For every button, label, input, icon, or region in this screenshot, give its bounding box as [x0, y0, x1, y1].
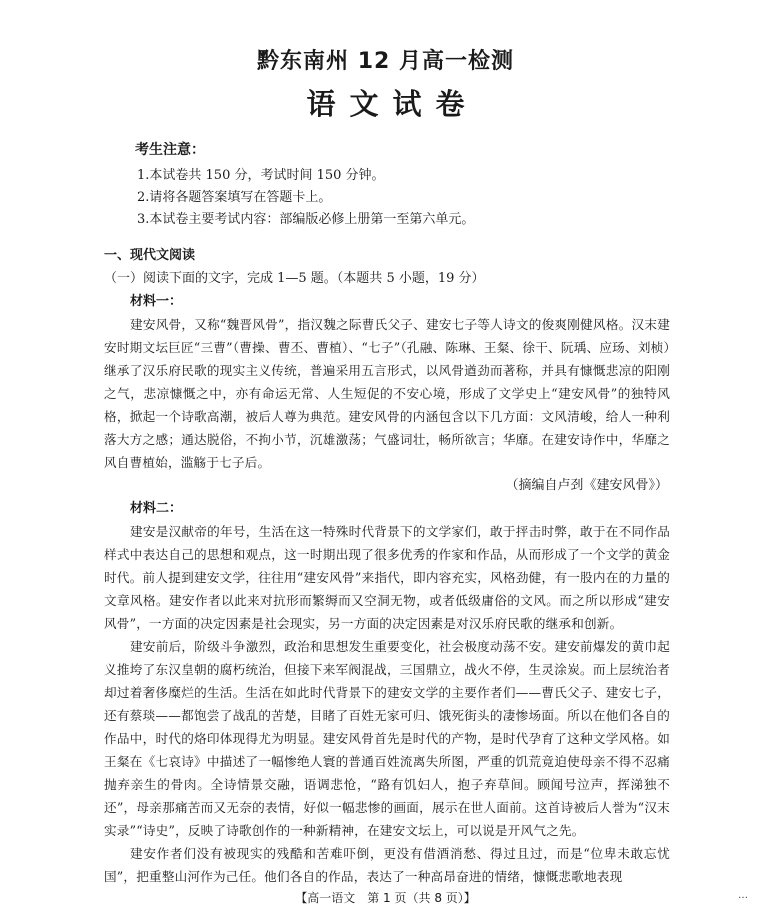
material-one-paragraph: 建安风骨，又称“魏晋风骨”，指汉魏之际曹氏父子、建安七子等人诗文的俊爽刚健风格。汉末建安时期文坛巨匠“三曹”（曹操、曹丕、曹植）、“七子”（孔融、陈琳、王粲、徐干、阮瑀、应玚、刘桢）继承了汉乐府民歌的现实主义传统，普遍采用五言形式，以风骨遒劲而著称，并具有慷慨悲凉的阳刚之气，悲凉慷慨之中，亦有命运无常、人生短促的不安心境，形成了文学史上“建安风骨”的独特风格，掀起一个诗歌高潮，被后人尊为典范。建安风骨的内涵包含以下几方面：文风清峻，给人一种利落大方之感；通达脱俗，不拘小节，沉雄激荡；气盛词壮，畅所欲言；华靡。在建安诗作中，华靡之风自曹植始，滥觞于七子后。 [104, 317, 670, 470]
reading-section [104, 244, 670, 888]
exam-subject-title: 语文试卷 [306, 87, 479, 121]
material-one-source: （摘编自卢刭《建安风骨》） [505, 478, 668, 493]
subsection-instructions: （一）阅读下面的文字，完成 1—5 题。（本题共 5 小题，19 分） [104, 271, 485, 286]
material-one-label: 材料一： [130, 294, 183, 309]
notice-item: 1.本试卷共 150 分，考试时间 150 分钟。 [137, 168, 385, 183]
corner-mark: … [738, 890, 748, 901]
page-footer: 【高一语文 第 1 页（共 8 页）】 [295, 891, 476, 905]
material-two-label: 材料二： [130, 501, 183, 516]
exam-title: 黔东南州 12 月高一检测 [257, 49, 514, 74]
notice-item: 3.本试卷主要考试内容：部编版必修上册第一至第六单元。 [137, 212, 475, 227]
material-two-paragraph: 建安作者们没有被现实的残酷和苦难吓倒，更没有借酒消愁、得过且过，而是“位卑未敢忘忧国”，把重整山河作为己任。他们各自的作品，表达了一种高昂奋进的情绪，慷慨悲歌地表现 [104, 846, 670, 884]
candidate-notice [135, 139, 695, 231]
material-two-paragraph: 建安是汉献帝的年号，生活在这一特殊时代背景下的文学家们，敢于抨击时弊，敢于在不同作品样式中表达自己的思想和观点，这一时期出现了很多优秀的作家和作品，从而形成了一个文学的黄金时代。前人提到建安文学，往往用“建安风骨”来指代，即内容充实，风格劲健，有一股内在的力量的文章风格。建安作者以此来对抗形而繁缛而又空洞无物，或者低级庸俗的文风。而之所以形成“建安风骨”，一方面的决定因素是社会现实，另一方面的决定因素是对汉乐府民歌的继承和创新。 [104, 524, 670, 631]
section-heading: 一、现代文阅读 [104, 248, 196, 263]
notice-item: 2.请将各题答案填写在答题卡上。 [137, 190, 332, 205]
material-two-paragraph: 建安前后，阶级斗争激烈，政治和思想发生重要变化，社会极度动荡不安。建安前爆发的黄巾起义推垮了东汉皇朝的腐朽统治，但接下来军阀混战，三国鼎立，战火不停，生灵涂炭。而上层统治者却过着奢侈糜烂的生活。生活在如此时代背景下的建安文学的主要作者们——曹氏父子、建安七子，还有蔡琰——都饱尝了战乱的苦楚，目睹了百姓无家可归、饿死街头的凄惨场面。所以在他们各自的作品中，时代的烙印体现得尤为明显。建安风骨首先是时代的产物，是时代孕育了这种文学风格。如王粲在《七哀诗》中描述了一幅惨绝人寰的普通百姓流离失所图，严重的饥荒竟迫使母亲不得不忍痛抛弃亲生的骨肉。全诗情景交融，语调悲怆，“路有饥妇人，抱子弃草间。顾闻号泣声，挥涕独不还”，母亲那痛苦而又无奈的表情，好似一幅悲惨的画面，展示在世人面前。这首诗被后人誉为“汉末实录”“诗史”，反映了诗歌创作的一种新精神，在建安文坛上，可以说是开风气之先。 [104, 639, 670, 838]
notice-title: 考生注意： [135, 142, 205, 158]
